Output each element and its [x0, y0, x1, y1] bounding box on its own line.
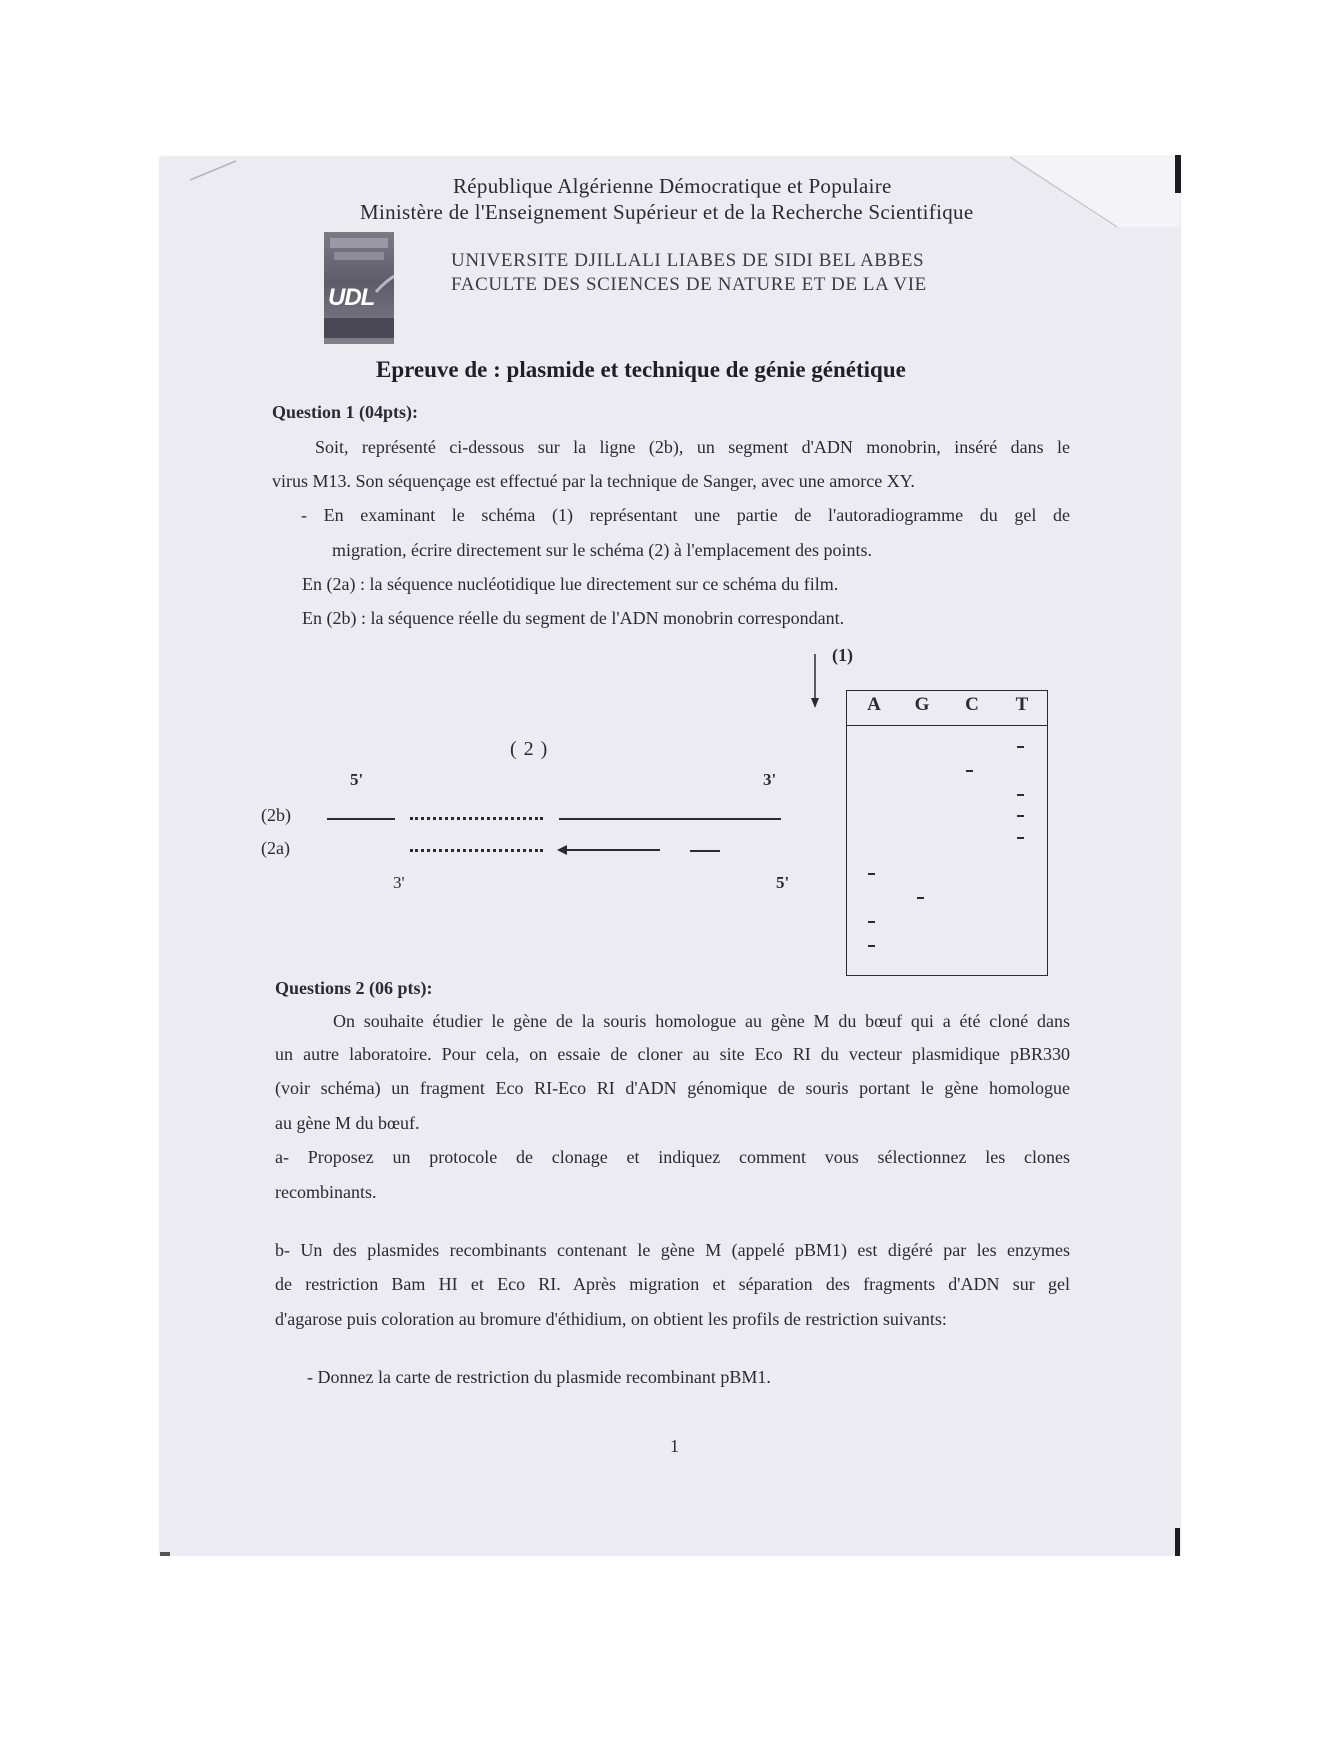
gel-band-T [1017, 837, 1024, 839]
university-name: UNIVERSITE DJILLALI LIABES DE SIDI BEL ABBES [451, 250, 925, 271]
page-corner-fold [1010, 157, 1180, 227]
strand-2b-segment [327, 818, 395, 820]
republic-title: République Algérienne Démocratique et Populaire [453, 174, 892, 198]
exam-title: Epreuve de : plasmide et technique de génie génétique [376, 357, 906, 382]
strand-2a-label: (2a) [261, 838, 290, 858]
scan-edge-mark [160, 1552, 170, 1556]
gel-band-T [1017, 815, 1024, 817]
lane-label-A: A [867, 694, 881, 715]
strand-2b-blank-dots [410, 817, 543, 820]
strand-2b-segment [559, 818, 781, 820]
question2-part-b-line: de restriction Bam HI et Eco RI. Après migration et séparation des fragments d'ADN sur gel [275, 1274, 1070, 1294]
three-prime-bottom-label: 3' [393, 873, 405, 892]
question2-text-line: (voir schéma) un fragment Eco RI-Eco RI d'ADN génomique de souris portant le gène homologue [275, 1078, 1070, 1098]
lane-label-T: T [1015, 694, 1029, 715]
autoradiogram-gel [846, 690, 1048, 976]
question1-2a-instruction: En (2a) : la séquence nucléotidique lue directement sur ce schéma du film. [302, 574, 839, 594]
question2-part-b-line: b- Un des plasmides recombinants contenant le gène M (appelé pBM1) est digéré par les enzymes [275, 1240, 1070, 1260]
question2-text-line: un autre laboratoire. Pour cela, on essaie de cloner au site Eco RI du vecteur plasmidique pBR330 [275, 1044, 1070, 1064]
page-number: 1 [670, 1436, 679, 1456]
logo-text: UDL [328, 284, 375, 311]
three-prime-top-label: 3' [763, 770, 777, 789]
lane-label-G: G [914, 694, 930, 715]
question2-part-b-line: d'agarose puis coloration au bromure d'éthidium, on obtient les profils de restriction suivants: [275, 1309, 947, 1329]
question2-bullet: - Donnez la carte de restriction du plasmide recombinant pBM1. [307, 1367, 771, 1387]
figure-label-2: ( 2 ) [510, 738, 549, 760]
strand-2a-blank-dots [410, 849, 543, 852]
gel-band-A [868, 945, 875, 947]
gel-band-T [1017, 794, 1024, 796]
question1-text-line: virus M13. Son séquençage est effectué par la technique de Sanger, avec une amorce XY. [272, 471, 915, 491]
question1-2b-instruction: En (2b) : la séquence réelle du segment de l'ADN monobrin correspondant. [302, 608, 845, 628]
question2-heading: Questions 2 (06 pts): [275, 978, 433, 998]
gel-band-A [868, 873, 875, 875]
page-crease-mark [188, 158, 248, 183]
five-prime-bottom-label: 5' [776, 873, 790, 892]
university-logo [324, 232, 394, 344]
question2-part-a-line: recombinants. [275, 1182, 377, 1202]
scan-edge-mark [1175, 1528, 1180, 1556]
scan-edge-mark [1175, 155, 1181, 193]
question2-part-a-line: a- Proposez un protocole de clonage et indiquez comment vous sélectionnez les clones [275, 1147, 1070, 1167]
faculty-name: FACULTE DES SCIENCES DE NATURE ET DE LA VIE [451, 274, 927, 295]
gel-band-A [868, 921, 875, 923]
strand-2b-label: (2b) [261, 805, 291, 825]
question2-text-line: On souhaite étudier le gène de la souris homologue au gène M du bœuf qui a été cloné dans [333, 1011, 1070, 1031]
ministry-title: Ministère de l'Enseignement Supérieur et de la Recherche Scientifique [360, 200, 974, 224]
gel-band-C [966, 770, 973, 772]
gel-band-T [1017, 746, 1024, 748]
question1-text-line: Soit, représenté ci-dessous sur la ligne (2b), un segment d'ADN monobrin, inséré dans le [315, 437, 1070, 457]
figure-label-1: (1) [832, 645, 853, 665]
question1-bullet-line: - En examinant le schéma (1) représentant une partie de l'autoradiogramme du gel de [301, 505, 1070, 525]
gel-lane-header [847, 691, 1047, 726]
primer-segment [690, 850, 720, 852]
five-prime-top-label: 5' [350, 770, 364, 789]
question2-text-line: au gène M du bœuf. [275, 1113, 420, 1133]
question1-bullet-line: migration, écrire directement sur le schéma (2) à l'emplacement des points. [332, 540, 873, 560]
question1-heading: Question 1 (04pts): [272, 402, 419, 422]
down-arrow-icon [805, 652, 825, 712]
gel-band-G [917, 897, 924, 899]
primer-arrow-icon [555, 842, 665, 858]
lane-label-C: C [965, 694, 979, 715]
